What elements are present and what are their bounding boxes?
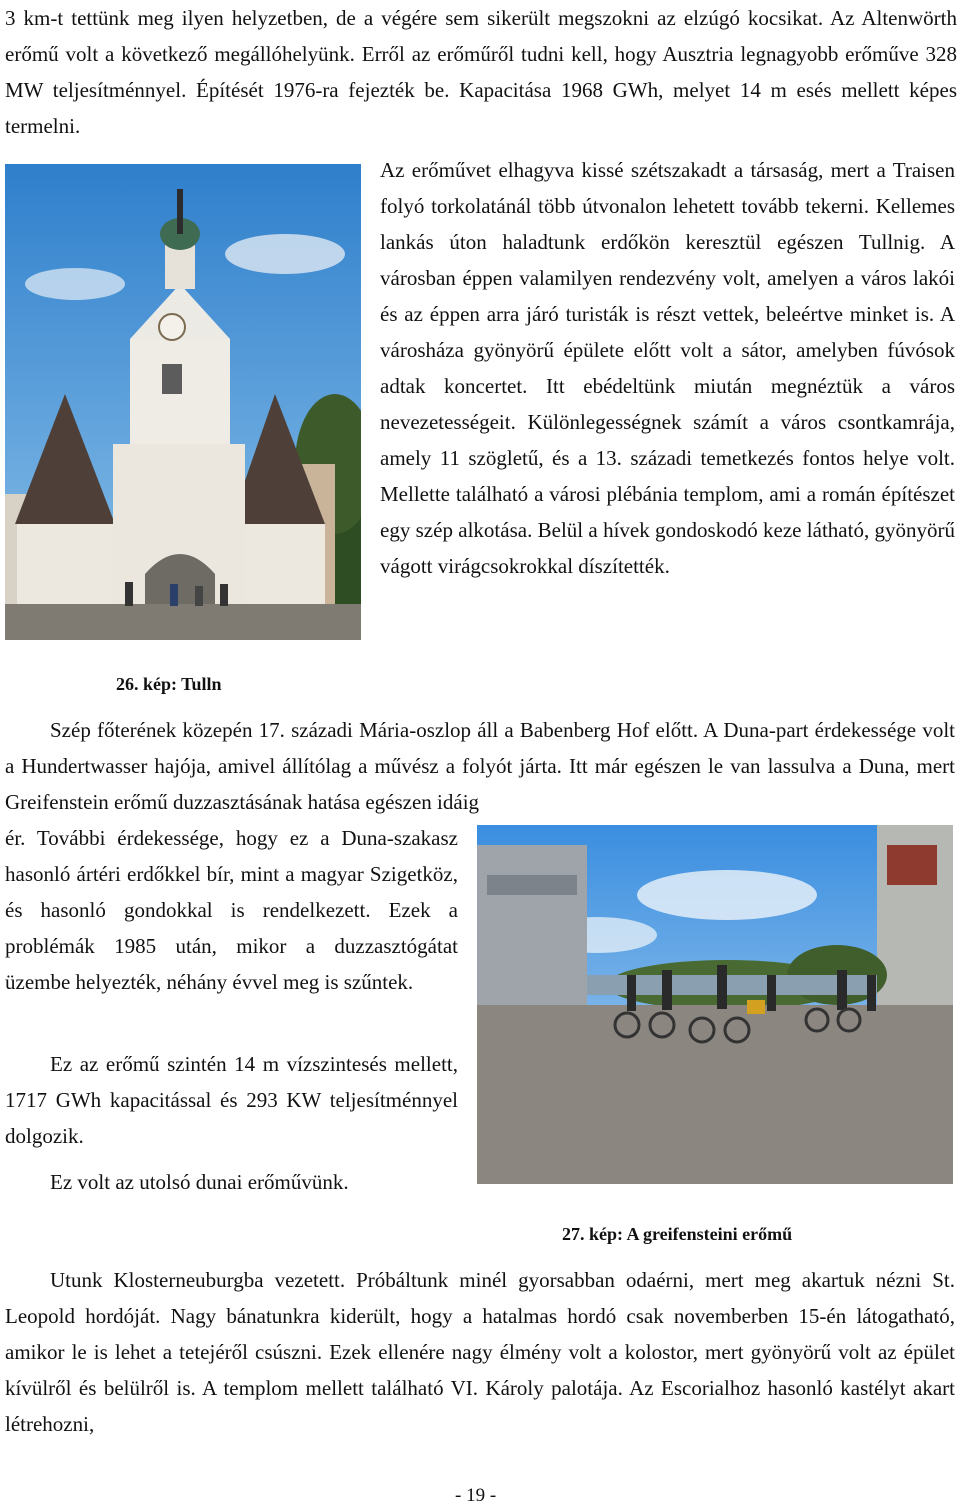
page-number: - 19 - bbox=[455, 1485, 497, 1506]
photo-caption-tulln: 26. kép: Tulln bbox=[116, 674, 222, 694]
greifenstein-plant-photo bbox=[477, 825, 953, 1184]
klosterneuburg-paragraph: Utunk Klosterneuburgba vezetett. Próbáltunk minél gyorsabban odaérni, mert meg akartuk nézni St. Leopold hordóját. Nagy bánatunkra kiderült, hogy a hatalmas hordó csak novemberben 15-én látogatható, amikor le is lehet a tetejéről csúszni. Ezek ellenére nagy élmény volt a kolostor, mert gyönyörű volt az épület kívülről és belülről is. A templom mellett található VI. Károly palotája. Az Escorialhoz hasonló kastélyt akart létrehozni, bbox=[5, 1268, 955, 1436]
photo-caption-greifenstein: 27. kép: A greifensteini erőmű bbox=[562, 1224, 793, 1244]
last-plant-paragraph: Ez volt az utolsó dunai erőművünk. bbox=[50, 1170, 349, 1194]
tulln-paragraph: Az erőművet elhagyva kissé szétszakadt a társaság, mert a Traisen folyó torkolatánál több útvonalon lehetett tovább tekerni. Kellemes lankás úton haladtunk erdőkön keresztül egészen Tullnig. A városban éppen valamilyen rendezvény volt, amelyen a város lakói és az éppen arra járó turisták is részt vettek, beleértve minket is. A városháza gyönyörű épülete előtt volt a sátor, amelyben fúvósok adtak koncertet. Itt ebédeltünk miután megnéztük a város nevezetességeit. Különlegességnek számít a város csontkamrája, amely 11 szögletű, és a 13. századi temetkezés fontos helye volt. Mellette található a városi plébánia templom, ami a román építészet egy szép alkotása. Belül a hívek gondoskodó keze látható, gyönyörű vágott virágcsokrokkal díszítették. bbox=[380, 158, 955, 578]
greifenstein-paragraph: Ez az erőmű szintén 14 m vízszintesés mellett, 1717 GWh kapacitással és 293 KW teljesítménnyel dolgozik. bbox=[5, 1052, 458, 1148]
danube-paragraph: Szép főterének közepén 17. századi Mária-oszlop áll a Babenberg Hof előtt. A Duna-part érdekessége volt a Hundertwasser hajója, amivel állítólag a művész a folyót járta. Itt már egészen le van lassulva a Duna, mert Greifenstein erőmű duzzasztásának hatása egészen idáig bbox=[5, 718, 955, 814]
szigetkoz-paragraph: ér. További érdekessége, hogy ez a Duna-szakasz hasonló ártéri erdőkkel bír, mint a magyar Szigetköz, és hasonló gondokkal is rendelkezett. Ezek a problémák 1985 után, mikor a duzzasztógátat üzembe helyezték, néhány évvel meg is szűntek. bbox=[5, 826, 458, 994]
intro-paragraph: 3 km-t tettünk meg ilyen helyzetben, de a végére sem sikerült megszokni az elzúgó kocsikat. Az Altenwörth erőmű volt a következő megállóhelyünk. Erről az erőműről tudni kell, hogy Ausztria legnagyobb erőműve 328 MW teljesítménnyel. Építését 1976-ra fejezték be. Kapacitása 1968 GWh, melyet 14 m esés mellett képes termelni. bbox=[5, 6, 957, 138]
tulln-gate-photo bbox=[5, 164, 361, 640]
